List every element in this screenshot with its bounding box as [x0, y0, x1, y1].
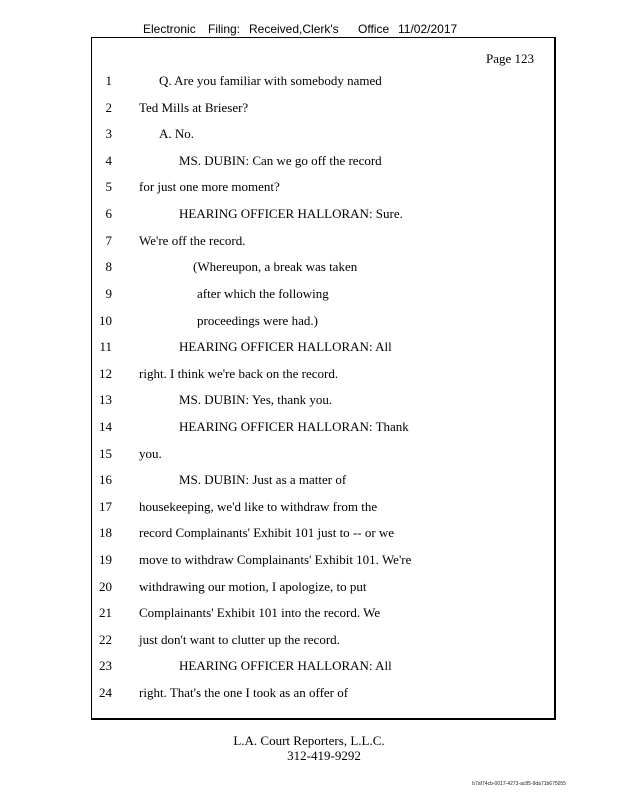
- line-number: 1: [105, 73, 112, 88]
- line-text: HEARING OFFICER HALLORAN: All: [179, 339, 392, 354]
- filing-date: 11/02/2017: [398, 22, 458, 36]
- line-text: HEARING OFFICER HALLORAN: Thank: [179, 419, 409, 434]
- transcript-line: [92, 498, 552, 516]
- line-number: 14: [99, 419, 112, 434]
- line-text: for just one more moment?: [139, 179, 280, 194]
- line-number: 22: [99, 632, 112, 647]
- filing-received: Received,Clerk's: [249, 22, 339, 36]
- line-text: move to withdraw Complainants' Exhibit 101. We're: [139, 552, 412, 567]
- transcript-line: [92, 657, 552, 675]
- line-number: 4: [105, 153, 112, 168]
- footer-company: L.A. Court Reporters, L.L.C.: [233, 733, 385, 748]
- transcript-line: [92, 365, 552, 383]
- transcript-line: [92, 205, 552, 223]
- line-text: We're off the record.: [139, 233, 246, 248]
- filing-electronic: Electronic: [143, 22, 196, 36]
- line-number: 2: [105, 100, 112, 115]
- line-number: 3: [105, 126, 112, 141]
- line-number: 24: [99, 685, 112, 700]
- transcript-line: [92, 578, 552, 596]
- line-number: 21: [99, 605, 112, 620]
- line-number: 5: [105, 179, 112, 194]
- line-text: withdrawing our motion, I apologize, to put: [139, 579, 367, 594]
- line-text: Q. Are you familiar with somebody named: [159, 73, 382, 88]
- transcript-line: [92, 684, 552, 702]
- line-number: 12: [99, 366, 112, 381]
- line-text: record Complainants' Exhibit 101 just to -- or we: [139, 525, 395, 540]
- filing-office: Office: [358, 22, 390, 36]
- line-text: you.: [139, 446, 162, 461]
- document-hash: b7af74cb-0017-4273-ac85-9da71b675055: [472, 781, 566, 787]
- transcript-line: [92, 125, 552, 143]
- transcript-line: [92, 152, 552, 170]
- line-text: housekeeping, we'd like to withdraw from the: [139, 499, 378, 514]
- line-number: 11: [99, 339, 112, 354]
- electronic-filing-header: [0, 20, 618, 38]
- line-number: 23: [99, 658, 112, 673]
- line-number: 9: [105, 286, 112, 301]
- transcript-line: [92, 604, 552, 622]
- line-text: Complainants' Exhibit 101 into the record. We: [139, 605, 381, 620]
- transcript-line: [92, 471, 552, 489]
- line-text: (Whereupon, a break was taken: [193, 259, 358, 274]
- transcript-line: [92, 418, 552, 436]
- line-number: 16: [99, 472, 112, 487]
- line-text: after which the following: [197, 286, 329, 301]
- line-number: 19: [99, 552, 112, 567]
- transcript-line: [92, 631, 552, 649]
- line-text: right. I think we're back on the record.: [139, 366, 339, 381]
- transcript-line: [92, 338, 552, 356]
- line-number: 18: [99, 525, 112, 540]
- transcript-line: [92, 178, 552, 196]
- line-number: 8: [105, 259, 112, 274]
- line-text: right. That's the one I took as an offer of: [139, 685, 349, 700]
- line-text: HEARING OFFICER HALLORAN: Sure.: [179, 206, 403, 221]
- transcript-line: [92, 258, 552, 276]
- line-number: 15: [99, 446, 112, 461]
- transcript-line: [92, 285, 552, 303]
- line-number: 6: [105, 206, 112, 221]
- line-text: HEARING OFFICER HALLORAN: All: [179, 658, 392, 673]
- line-text: MS. DUBIN: Just as a matter of: [179, 472, 347, 487]
- transcript-page: [91, 37, 556, 720]
- filing-label: Filing:: [208, 22, 241, 36]
- line-number: 7: [105, 233, 112, 248]
- line-number: 17: [99, 499, 112, 514]
- line-text: Ted Mills at Brieser?: [139, 100, 249, 115]
- line-text: proceedings were had.): [197, 313, 318, 328]
- line-number: 20: [99, 579, 112, 594]
- line-text: MS. DUBIN: Can we go off the record: [179, 153, 382, 168]
- transcript-line: [92, 72, 552, 90]
- transcript-line: [92, 232, 552, 250]
- footer-phone: 312-419-9292: [287, 748, 361, 763]
- line-number: 13: [99, 392, 112, 407]
- transcript-line: [92, 312, 552, 330]
- line-text: A. No.: [159, 126, 195, 141]
- transcript-line: [92, 524, 552, 542]
- line-text: just don't want to clutter up the record.: [139, 632, 340, 647]
- page-number: Page 123: [485, 51, 534, 66]
- transcript-line: [92, 445, 552, 463]
- line-text: MS. DUBIN: Yes, thank you.: [179, 392, 333, 407]
- line-number: 10: [99, 313, 112, 328]
- transcript-line: [92, 391, 552, 409]
- transcript-line: [92, 551, 552, 569]
- transcript-line: [92, 99, 552, 117]
